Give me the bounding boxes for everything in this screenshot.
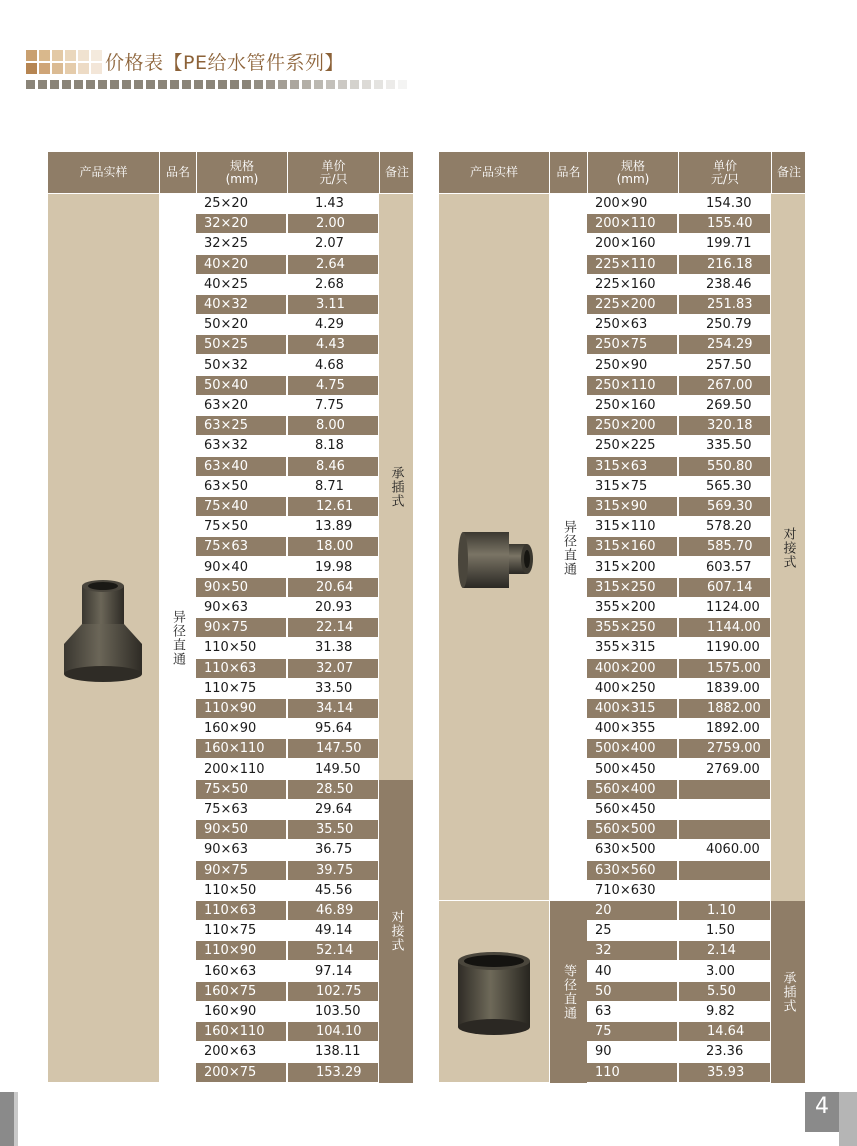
header-image: 产品实样 <box>79 165 128 179</box>
price-cell: 4.68 <box>315 357 344 373</box>
price-cell: 2759.00 <box>678 739 770 758</box>
price-cell: 95.64 <box>315 721 353 737</box>
spec-cell: 560×500 <box>587 820 677 839</box>
price-cell: 7.75 <box>315 398 344 413</box>
spec-cell: 50 <box>587 982 677 1001</box>
price-cell: 13.89 <box>315 519 353 535</box>
header-spec-text: 规格 (mm) <box>225 158 259 186</box>
note-text: 对接式 <box>388 910 404 953</box>
spec-cell: 160×75 <box>196 982 286 1001</box>
spec-cell: 50×20 <box>204 317 248 333</box>
note-cell <box>771 901 805 1083</box>
decor-strip-square <box>302 80 311 89</box>
spec-cell: 110×75 <box>204 680 257 696</box>
spec-cell: 75 <box>587 1022 677 1041</box>
spec-cell: 500×450 <box>595 761 656 777</box>
decor-strip-square <box>146 80 155 89</box>
price-cell: 149.50 <box>315 761 361 777</box>
spec-cell: 160×63 <box>204 963 257 979</box>
note-cell <box>379 780 413 1083</box>
spec-cell: 400×200 <box>587 659 677 678</box>
decor-square <box>39 50 50 61</box>
product-name: 异径直通 <box>561 519 576 576</box>
price-cell: 22.14 <box>287 618 378 637</box>
spec-cell: 225×110 <box>587 255 677 274</box>
coupling-fitting-icon <box>454 949 534 1039</box>
header-name: 品名 <box>549 152 587 193</box>
spec-cell: 75×50 <box>196 780 286 799</box>
price-cell: 138.11 <box>315 1044 361 1060</box>
product-name: 异径直通 <box>170 610 185 666</box>
spec-cell: 110×50 <box>204 640 257 656</box>
decor-strip-square <box>218 80 227 89</box>
price-cell: 2769.00 <box>706 761 760 777</box>
price-cell: 585.70 <box>678 537 770 556</box>
header-price <box>287 152 379 193</box>
spec-cell: 63×20 <box>204 398 248 413</box>
price-cell: 8.46 <box>287 457 378 476</box>
price-cell: 2.00 <box>287 214 378 233</box>
spec-cell: 63×32 <box>204 438 248 454</box>
spec-cell: 355×315 <box>595 640 656 656</box>
price-cell: 5.50 <box>678 982 770 1001</box>
price-cell: 153.29 <box>287 1063 378 1082</box>
price-cell: 154.30 <box>706 196 752 211</box>
decor-square <box>26 50 37 61</box>
spec-cell: 355×250 <box>587 618 677 637</box>
spec-cell: 400×355 <box>595 721 656 737</box>
left-price-table <box>48 152 413 1082</box>
decor-strip-square <box>362 80 371 89</box>
decor-strip-square <box>230 80 239 89</box>
footer-bar-right <box>839 1092 857 1146</box>
price-cell: 238.46 <box>706 276 752 292</box>
price-cell: 102.75 <box>287 982 378 1001</box>
price-cell: 4.29 <box>315 317 344 333</box>
spec-cell: 200×75 <box>196 1063 286 1082</box>
price-cell: 23.36 <box>706 1044 744 1060</box>
price-cell: 1575.00 <box>678 659 770 678</box>
spec-cell: 50×25 <box>196 335 286 354</box>
spec-cell: 75×63 <box>204 802 248 817</box>
header-spec-text: 规格 (mm) <box>616 158 650 186</box>
spec-cell: 315×90 <box>587 497 677 516</box>
price-cell: 269.50 <box>706 398 752 413</box>
decor-strip-square <box>290 80 299 89</box>
spec-cell: 560×400 <box>587 780 677 799</box>
price-cell: 8.00 <box>287 416 378 435</box>
decor-strip-square <box>278 80 287 89</box>
decor-square <box>65 63 76 74</box>
spec-cell: 500×400 <box>587 739 677 758</box>
spec-cell: 400×315 <box>587 699 677 718</box>
product-image-cell <box>48 194 159 1082</box>
spec-cell: 63×25 <box>196 416 286 435</box>
price-cell: 1144.00 <box>678 618 770 637</box>
price-cell: 49.14 <box>315 923 353 939</box>
decor-square <box>78 63 89 74</box>
spec-cell: 110×63 <box>196 901 286 920</box>
spec-cell: 250×200 <box>587 416 677 435</box>
price-cell: 251.83 <box>678 295 770 314</box>
spec-cell: 110×75 <box>204 923 257 939</box>
price-cell: 104.10 <box>287 1022 378 1041</box>
spec-cell: 90×50 <box>196 820 286 839</box>
decor-strip-square <box>374 80 383 89</box>
decor-strip-square <box>254 80 263 89</box>
price-cell: 155.40 <box>678 214 770 233</box>
price-cell: 35.50 <box>287 820 378 839</box>
note-cell <box>771 194 805 901</box>
price-cell <box>678 780 770 799</box>
price-cell: 335.50 <box>706 438 752 454</box>
spec-cell: 25×20 <box>204 196 248 211</box>
price-cell: 147.50 <box>287 739 378 758</box>
spec-cell: 110×50 <box>204 882 257 898</box>
spec-cell: 90×75 <box>196 618 286 637</box>
price-cell: 39.75 <box>287 861 378 880</box>
decor-square <box>91 50 102 61</box>
spec-cell: 710×630 <box>595 882 656 898</box>
decor-square <box>39 63 50 74</box>
spec-cell: 50×40 <box>196 376 286 395</box>
spec-cell: 315×75 <box>595 478 648 494</box>
decor-strip-square <box>350 80 359 89</box>
price-cell <box>678 800 770 819</box>
note-cell <box>379 194 413 780</box>
spec-cell: 250×110 <box>587 376 677 395</box>
spec-cell: 20 <box>587 901 677 920</box>
product-name-cell <box>159 194 196 1082</box>
price-cell: 8.18 <box>315 438 344 454</box>
spec-cell: 40×32 <box>196 295 286 314</box>
decor-square <box>26 63 37 74</box>
spec-cell: 75×63 <box>196 537 286 556</box>
spec-cell: 200×110 <box>204 761 265 777</box>
decor-strip-square <box>386 80 395 89</box>
decor-strip-square <box>170 80 179 89</box>
product-image-cell <box>439 901 549 1082</box>
price-cell: 45.56 <box>315 882 353 898</box>
spec-cell: 315×110 <box>595 519 656 535</box>
decor-strip-square <box>122 80 131 89</box>
price-cell <box>678 861 770 880</box>
price-cell: 14.64 <box>678 1022 770 1041</box>
spec-cell: 63×50 <box>204 478 248 494</box>
decor-strip-square <box>74 80 83 89</box>
decor-strip-square <box>62 80 71 89</box>
spec-cell: 90×63 <box>204 842 248 858</box>
price-cell: 20.64 <box>287 578 378 597</box>
price-cell: 565.30 <box>706 478 752 494</box>
spec-cell: 200×160 <box>595 236 656 252</box>
price-cell: 1882.00 <box>678 699 770 718</box>
spec-cell: 355×200 <box>595 600 656 615</box>
price-cell: 1190.00 <box>706 640 760 656</box>
price-cell: 36.75 <box>315 842 353 858</box>
product-name-cell <box>550 194 587 901</box>
spec-cell: 40×20 <box>196 255 286 274</box>
header-image: 产品实样 <box>469 165 518 179</box>
header-strip <box>26 80 407 89</box>
spec-cell: 63 <box>595 1004 612 1019</box>
price-cell: 31.38 <box>315 640 353 656</box>
price-cell: 320.18 <box>678 416 770 435</box>
header-price <box>678 152 771 193</box>
spec-cell: 630×560 <box>587 861 677 880</box>
price-cell: 3.11 <box>287 295 378 314</box>
price-cell: 1839.00 <box>706 680 760 696</box>
decor-strip-square <box>110 80 119 89</box>
decor-strip-square <box>326 80 335 89</box>
price-cell: 250.79 <box>706 317 752 333</box>
price-cell: 18.00 <box>287 537 378 556</box>
right-price-table <box>439 152 805 1082</box>
decor-strip-square <box>38 80 47 89</box>
note-text: 对接式 <box>780 526 796 569</box>
spec-cell: 40×25 <box>204 276 248 292</box>
price-cell: 257.50 <box>706 357 752 373</box>
spec-cell: 32 <box>587 941 677 960</box>
spec-cell: 90×63 <box>204 600 248 615</box>
price-cell: 46.89 <box>287 901 378 920</box>
price-cell: 2.07 <box>315 236 344 252</box>
price-cell: 607.14 <box>678 578 770 597</box>
spec-cell: 250×225 <box>595 438 656 454</box>
header-spec <box>196 152 287 193</box>
decor-square <box>78 50 89 61</box>
spec-cell: 400×250 <box>595 680 656 696</box>
price-cell: 28.50 <box>287 780 378 799</box>
reducer-fitting-icon <box>60 574 150 684</box>
decor-strip-square <box>86 80 95 89</box>
spec-cell: 40 <box>595 963 612 979</box>
decor-strip-square <box>242 80 251 89</box>
decor-strip-square <box>266 80 275 89</box>
price-cell: 2.64 <box>287 255 378 274</box>
price-cell: 603.57 <box>706 559 752 575</box>
price-cell <box>678 881 770 900</box>
note-text: 承插式 <box>780 970 796 1013</box>
spec-cell: 160×110 <box>196 739 286 758</box>
decor-strip-square <box>182 80 191 89</box>
decor-square <box>52 50 63 61</box>
spec-cell: 110×90 <box>196 699 286 718</box>
header-spec <box>587 152 678 193</box>
spec-cell: 110×90 <box>196 941 286 960</box>
spec-cell: 315×200 <box>595 559 656 575</box>
price-cell: 1.10 <box>678 901 770 920</box>
header-price-text: 单价 元/只 <box>319 158 348 186</box>
spec-cell: 75×50 <box>204 519 248 535</box>
price-cell: 2.68 <box>315 276 344 292</box>
price-cell: 29.64 <box>315 802 353 817</box>
decor-square <box>91 63 102 74</box>
spec-cell: 225×200 <box>587 295 677 314</box>
reducer-butt-fitting-icon <box>457 524 537 594</box>
table-header <box>439 152 805 193</box>
price-cell: 103.50 <box>315 1004 361 1019</box>
table-header <box>48 152 413 193</box>
spec-cell: 200×63 <box>204 1044 257 1060</box>
price-cell: 216.18 <box>678 255 770 274</box>
price-cell: 34.14 <box>287 699 378 718</box>
spec-cell: 50×32 <box>204 357 248 373</box>
header-name: 品名 <box>159 152 196 193</box>
price-cell: 32.07 <box>287 659 378 678</box>
price-cell: 4.75 <box>287 376 378 395</box>
price-cell: 33.50 <box>315 680 353 696</box>
page-title: 价格表【PE给水管件系列】 <box>105 52 344 74</box>
price-cell: 199.71 <box>706 236 752 252</box>
spec-cell: 200×90 <box>595 196 648 211</box>
price-cell: 20.93 <box>315 600 353 615</box>
spec-cell: 90 <box>595 1044 612 1060</box>
price-cell: 1124.00 <box>706 600 760 615</box>
spec-cell: 560×450 <box>595 802 656 817</box>
product-name-cell <box>550 901 587 1083</box>
note-text: 承插式 <box>388 465 404 508</box>
price-cell: 4060.00 <box>706 842 760 858</box>
price-cell: 1892.00 <box>706 721 760 737</box>
product-name: 等径直通 <box>561 963 576 1020</box>
spec-cell: 200×110 <box>587 214 677 233</box>
spec-cell: 25 <box>595 923 612 939</box>
spec-cell: 250×75 <box>587 335 677 354</box>
price-cell: 4.43 <box>287 335 378 354</box>
decor-strip-square <box>194 80 203 89</box>
spec-cell: 110×63 <box>196 659 286 678</box>
header-price-text: 单价 元/只 <box>710 158 740 186</box>
price-cell: 2.14 <box>678 941 770 960</box>
spec-cell: 90×75 <box>196 861 286 880</box>
price-cell: 254.29 <box>678 335 770 354</box>
price-cell: 9.82 <box>706 1004 735 1019</box>
price-cell: 550.80 <box>678 457 770 476</box>
spec-cell: 250×160 <box>595 398 656 413</box>
price-cell: 12.61 <box>287 497 378 516</box>
spec-cell: 225×160 <box>595 276 656 292</box>
spec-cell: 32×20 <box>196 214 286 233</box>
spec-cell: 75×40 <box>196 497 286 516</box>
footer-bar-left-accent <box>14 1092 18 1146</box>
spec-cell: 630×500 <box>595 842 656 858</box>
spec-cell: 32×25 <box>204 236 248 252</box>
spec-cell: 90×40 <box>204 559 248 575</box>
decor-square <box>65 50 76 61</box>
spec-cell: 160×110 <box>196 1022 286 1041</box>
spec-cell: 315×160 <box>587 537 677 556</box>
spec-cell: 90×50 <box>196 578 286 597</box>
spec-cell: 63×40 <box>196 457 286 476</box>
product-image-cell <box>439 194 549 900</box>
decor-strip-square <box>338 80 347 89</box>
spec-cell: 110 <box>587 1063 677 1082</box>
price-cell: 8.71 <box>315 478 344 494</box>
price-cell: 1.50 <box>706 923 735 939</box>
price-cell: 52.14 <box>287 941 378 960</box>
price-cell: 569.30 <box>678 497 770 516</box>
price-cell: 267.00 <box>678 376 770 395</box>
spec-cell: 160×90 <box>204 721 257 737</box>
decor-strip-square <box>314 80 323 89</box>
spec-cell: 160×90 <box>204 1004 257 1019</box>
price-cell: 97.14 <box>315 963 353 979</box>
price-cell: 35.93 <box>678 1063 770 1082</box>
decor-strip-square <box>206 80 215 89</box>
decor-square <box>52 63 63 74</box>
decor-strip-square <box>134 80 143 89</box>
price-cell <box>678 820 770 839</box>
price-cell: 578.20 <box>706 519 752 535</box>
price-cell: 19.98 <box>315 559 353 575</box>
decor-strip-square <box>98 80 107 89</box>
price-cell: 1.43 <box>315 196 344 211</box>
decor-strip-square <box>398 80 407 89</box>
price-cell: 3.00 <box>706 963 735 979</box>
header-note: 备注 <box>379 152 414 193</box>
page-number: 4 <box>805 1092 839 1132</box>
spec-cell: 250×90 <box>595 357 648 373</box>
decor-strip-square <box>50 80 59 89</box>
decor-strip-square <box>158 80 167 89</box>
header-note: 备注 <box>771 152 806 193</box>
spec-cell: 250×63 <box>595 317 648 333</box>
spec-cell: 315×63 <box>587 457 677 476</box>
spec-cell: 315×250 <box>587 578 677 597</box>
decor-strip-square <box>26 80 35 89</box>
